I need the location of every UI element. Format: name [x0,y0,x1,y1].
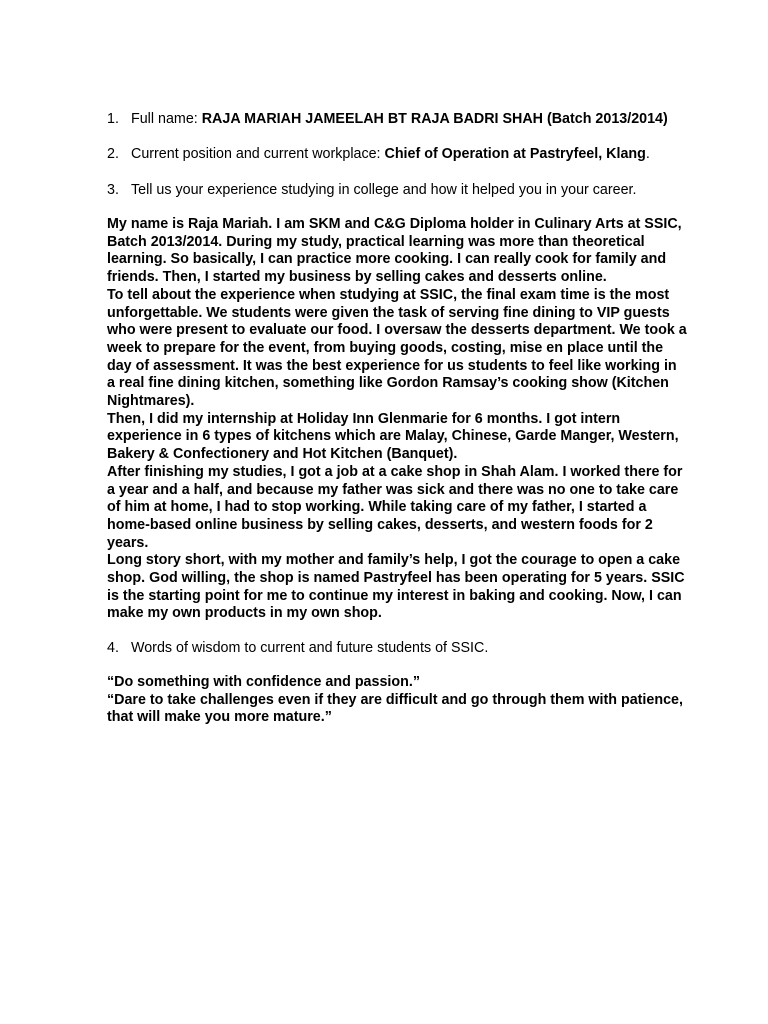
answer-paragraph: Long story short, with my mother and family’s help, I got the courage to open a cake shop. God willing, the shop is named Pastryfeel has been operating for 5 years. SSIC is the starting point for me to continue my interest in baking and cooking. Now, I can make my own products in my own shop. [107,552,685,622]
wisdom-quote: “Do something with confidence and passion.” [107,674,420,690]
list-number: 1. [107,111,119,127]
wisdom-quote: “Dare to take challenges even if they are difficult and go through them with patience, that will make you more mature.” [107,691,683,726]
question-label: Tell us your experience studying in college and how it helped you in your career. [131,182,637,198]
answer-paragraph: My name is Raja Mariah. I am SKM and C&G Diploma holder in Culinary Arts at SSIC, Batch 2013/2014. During my study, practical learning was more than theoretical learning. So basically, I can practice more cooking. I can really cook for family and friends. Then, I started my business by selling cakes and desserts online. [107,216,682,286]
question-suffix: . [645,146,650,162]
question-label: Words of wisdom to current and future students of SSIC. [131,640,489,656]
question-label: Current position and current workplace: [131,146,385,162]
answer-paragraph: After finishing my studies, I got a job at a cake shop in Shah Alam. I worked there for a year and a half, and because my father was sick and there was no one to take care of him at home, I had to stop working. While taking care of my father, I started a home-based online business by selling cakes, desserts, and western foods for 2 years. [107,463,683,551]
question-full-name [107,110,697,128]
question-label: Full name: [131,111,202,127]
current-position-value: Chief of Operation at Pastryfeel, Klang [384,146,646,162]
list-number: 4. [107,640,119,656]
experience-answer [107,216,687,623]
full-name-value: RAJA MARIAH JAMEELAH BT RAJA BADRI SHAH (Batch 2013/2014) [201,111,668,127]
list-number: 2. [107,146,119,162]
question-experience [107,181,697,199]
question-words-of-wisdom [107,639,697,657]
answer-paragraph: To tell about the experience when studying at SSIC, the final exam time is the most unforgettable. We students were given the task of serving fine dining to VIP guests who were present to evaluate our food. I oversaw the desserts department. We took a week to prepare for the event, from buying goods, costing, mise en place until the day of assessment. It was the best experience for us students to feel like working in a real fine dining kitchen, something like Gordon Ramsay’s cooking show (Kitchen Nightmares). [107,286,687,410]
wisdom-answer [107,674,687,727]
list-number: 3. [107,182,119,198]
answer-paragraph: Then, I did my internship at Holiday Inn Glenmarie for 6 months. I got intern experience in 6 types of kitchens which are Malay, Chinese, Garde Manger, Western, Bakery & Confectionery and Hot Kitchen (Banquet). [107,410,679,463]
question-current-position [107,145,697,163]
